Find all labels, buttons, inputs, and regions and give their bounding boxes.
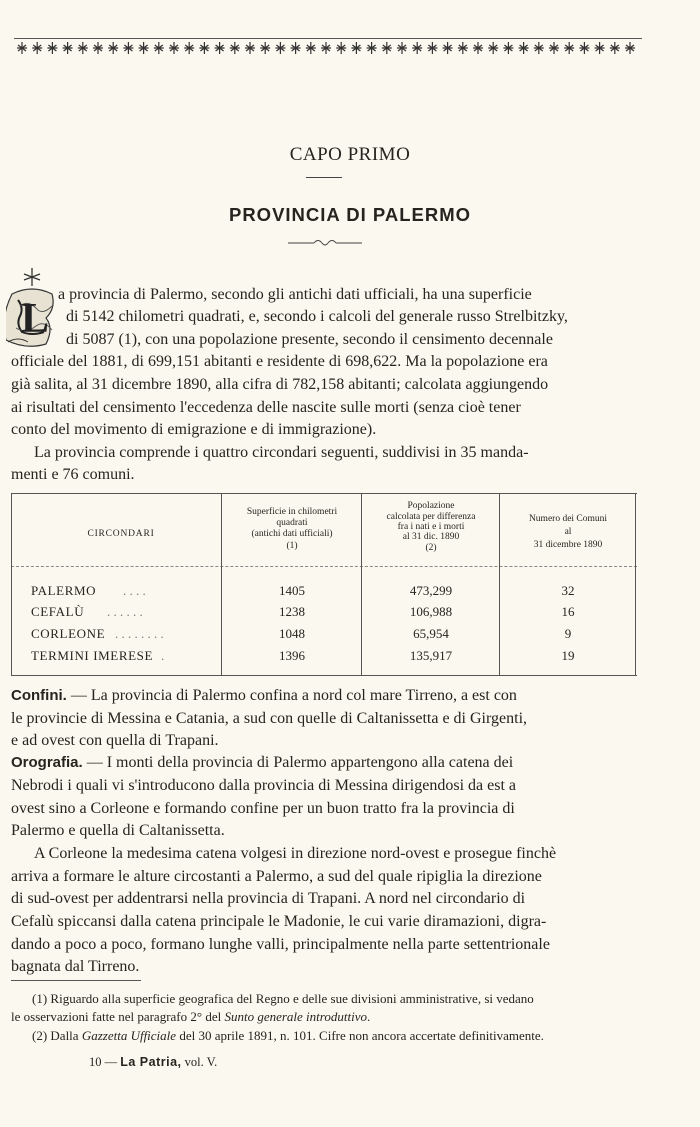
row-superficie: 1238 [279, 604, 305, 619]
orografia-line-1: — I monti della provincia di Palermo appartengono alla catena dei [82, 754, 514, 771]
page-title: PROVINCIA DI PALERMO [228, 204, 471, 225]
footnote-1-line-1: (1) Riguardo alla superficie geografica del Regno e delle sue divisioni amministrative, si vedano [32, 991, 534, 1006]
footnote-rule [11, 980, 141, 981]
intro-line-2: di 5142 chilometri quadrati, e, secondo i calcoli del generale russo Strelbitzky, [66, 308, 568, 325]
intro-line-3: di 5087 (1), con una popolazione presente, secondo il censimento decennale [66, 331, 553, 348]
intro-line-8: La provincia comprende i quattro circondari seguenti, suddivisi in 35 manda- [34, 444, 529, 461]
confini-line-1: — La provincia di Palermo confina a nord col mare Tirreno, a est con [66, 687, 517, 704]
row-popolazione: 65,954 [413, 626, 449, 641]
row-name: TERMINI IMERESE [31, 648, 154, 663]
intro-line-5: già salita, al 31 dicembre 1890, alla cifra di 782,158 abitanti; calcolata aggiungendo [11, 376, 549, 393]
orografia-line-9: dando a poco a poco, formano lunghe valli, principalmente nella parte settentrionale [11, 936, 550, 953]
volume-label: vol. V. [184, 1055, 218, 1069]
header-circondari: CIRCONDARI [87, 529, 155, 539]
footnote-2: (2) Dalla Gazzetta Ufficiale del 30 aprile 1891, n. 101. Cifre non ancora accertate definitivamente. [32, 1028, 544, 1043]
row-leader: . . . . . . [107, 604, 143, 619]
row-comuni: 9 [564, 626, 572, 641]
decorated-initial-L [6, 266, 58, 348]
confini-label: Confini. [11, 687, 67, 704]
row-popolazione: 106,988 [409, 604, 453, 619]
chapter-heading: CAPO PRIMO [289, 144, 411, 165]
row-leader: . . . . [123, 583, 146, 598]
row-superficie: 1396 [279, 648, 305, 663]
orografia-line-8: Cefalù spiccansi dalla catena principale le Madonie, le cui varie diramazioni, digra- [11, 913, 547, 930]
page-number: 10 — [89, 1055, 118, 1069]
page-footer [89, 1055, 217, 1070]
orografia-line-3: ovest sino a Corleone e formando confine per un buon tratto fra la provincia di [11, 800, 515, 817]
intro-line-7: conto del movimento di emigrazione e di immigrazione). [11, 421, 377, 438]
row-popolazione: 135,917 [409, 648, 453, 663]
row-name: PALERMO [31, 583, 97, 598]
orografia-line-4: Palermo e quella di Caltanissetta. [11, 822, 225, 839]
orografia-line-2: Nebrodi i quali vi s'introducono dalla provincia di Messina dirigendosi da est a [11, 777, 516, 794]
row-comuni: 32 [561, 583, 575, 598]
row-name: CEFALÙ [31, 604, 85, 619]
footnote-1-line-2: le osservazioni fatte nel paragrafo 2° del Sunto generale introduttivo. [11, 1009, 371, 1024]
orografia-label: Orografia. [11, 754, 83, 771]
row-comuni: 16 [561, 604, 575, 619]
intro-line-4: officiale del 1881, di 699,151 abitanti e residente di 698,622. Ma la popolazione era [11, 353, 548, 370]
orografia-line-5: A Corleone la medesima catena volgesi in direzione nord-ovest e prosegue finchè [34, 845, 557, 862]
svg-text:L: L [21, 296, 50, 342]
flourish-ornament [286, 238, 364, 248]
work-title: La Patria, [120, 1055, 182, 1069]
ornamental-header-band [14, 38, 642, 57]
confini-line-3: e ad ovest con quella di Trapani. [11, 732, 219, 749]
row-name: CORLEONE [31, 626, 106, 641]
row-popolazione: 473,299 [409, 583, 453, 598]
row-leader: . [161, 648, 165, 663]
confini-line-2: le provincie di Messina e Catania, a sud con quelle di Caltanissetta e di Girgenti, [11, 710, 528, 727]
intro-line-6: ai risultati del censimento l'eccedenza delle nascite sulle morti (senza cioè tener [11, 399, 521, 416]
row-comuni: 19 [561, 648, 575, 663]
orografia-line-7: di sud-ovest per addentrarsi nella provincia di Trapani. A nord nel circondario di [11, 890, 526, 907]
row-superficie: 1048 [279, 626, 305, 641]
heading-rule [306, 177, 342, 178]
intro-line-1: a provincia di Palermo, secondo gli antichi dati ufficiali, ha una superficie [58, 286, 532, 303]
circondari-table: CIRCONDARI Superficie in chilometri quadrati (antichi dati ufficiali) (1) Popolazione calcolata per differenza fra i nati e i morti al 31 dic. 1890 (2) Numero dei Comuni al 31 dicembre 1890 PALERMO . . . . 1405 473,299 32 CEFALÙ . . . . . . 1238 106,988 16 CORLEONE . . . . . . . . 1048 65,954 9 TERMINI IMERESE . 1396 135,917 19 [11, 493, 637, 676]
intro-line-9: menti e 76 comuni. [11, 466, 135, 483]
orografia-line-6: arriva a formare le alture circostanti a Palermo, a sud del quale ripiglia la direzione [11, 868, 542, 885]
orografia-line-10: bagnata dal Tirreno. [11, 958, 140, 975]
row-superficie: 1405 [279, 583, 305, 598]
row-leader: . . . . . . . . [115, 626, 164, 641]
